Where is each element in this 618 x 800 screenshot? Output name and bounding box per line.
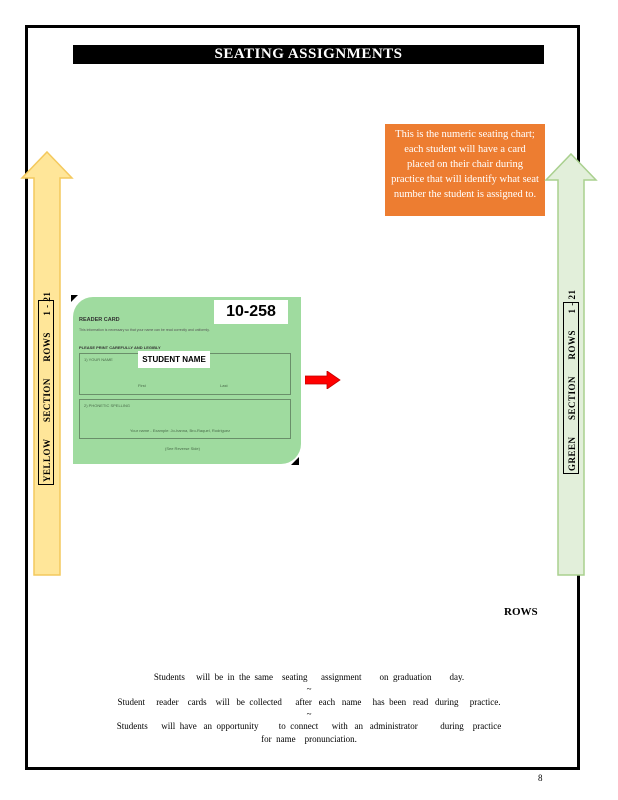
card-footer: (See Reverse Side)	[165, 446, 200, 451]
note-line-1: Students will be in the same seating assignment on graduation day.	[153, 672, 465, 682]
page-title: SEATING ASSIGNMENTS	[73, 45, 544, 64]
card-corner-top-left-icon	[71, 295, 79, 303]
card-instruction: PLEASE PRINT CAREFULLY AND LEGIBLY	[79, 345, 161, 350]
seating-callout: This is the numeric seating chart; each student will have a card placed on their chair during practice that will identify what seat number the student is assigned to.	[385, 124, 545, 216]
card-phonetic-field	[79, 399, 291, 439]
rows-label: ROWS	[504, 606, 538, 618]
reader-card	[73, 297, 301, 464]
card-subtitle: This information is necessary so that your name can be read correctly and uniformly.	[79, 328, 210, 332]
note-separator-1: ~	[306, 684, 312, 694]
red-right-arrow-icon	[305, 371, 341, 389]
page-number: 8	[538, 773, 543, 783]
card-field1-label: 1) YOUR NAME	[84, 357, 113, 362]
yellow-section-label: YELLOW SECTION ROWS 1 - 21	[38, 300, 54, 485]
note-line-2: Student reader cards will be collected after each name has been read during practice.	[117, 697, 501, 707]
student-name: STUDENT NAME	[138, 351, 210, 368]
card-last-label: Last	[220, 383, 228, 388]
card-title: READER CARD	[79, 317, 120, 323]
note-separator-2: ~	[306, 709, 312, 719]
card-first-label: First	[138, 383, 146, 388]
green-section-label: GREEN SECTION ROWS 1 - 21	[563, 302, 579, 474]
note-line-3: Students will have an opportunity to connect with an administrator during practice	[116, 721, 502, 731]
note-line-3-cont: for name pronunciation.	[261, 734, 357, 744]
card-field2-label: 2) PHONETIC SPELLING	[84, 403, 131, 408]
seat-number: 10-258	[214, 300, 288, 324]
card-corner-bottom-right-icon	[291, 457, 299, 465]
card-example: Your name - Example: Jo-hanna, Bro-Raquel, Rodriguez	[130, 428, 231, 433]
